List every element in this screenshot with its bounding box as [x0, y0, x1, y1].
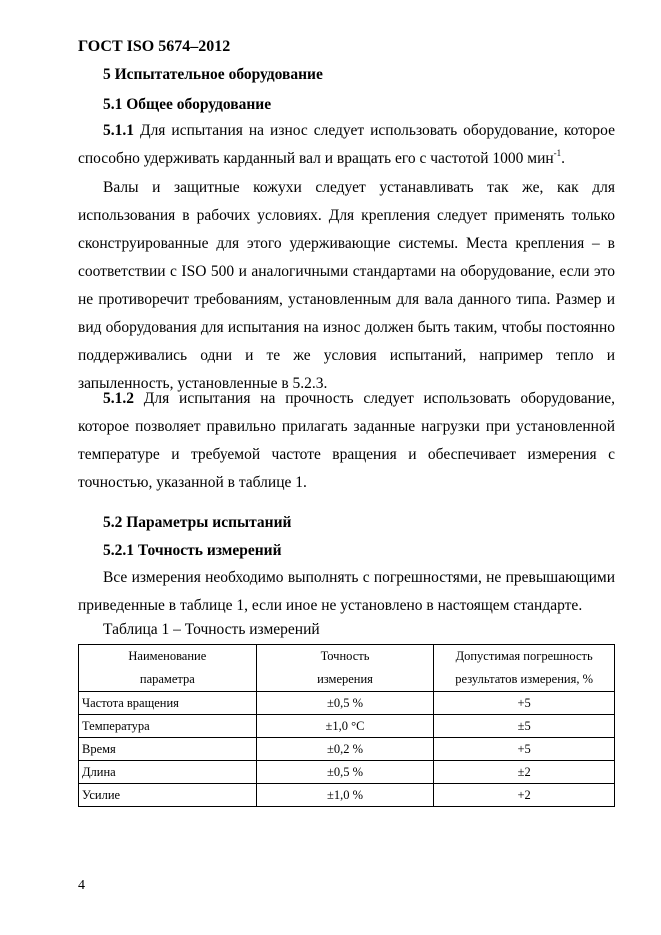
header-cell [79, 645, 257, 692]
table-cell: +5 [434, 738, 615, 761]
superscript: -1 [553, 147, 562, 158]
header-line: Допустимая погрешность [455, 649, 593, 663]
table-row [79, 738, 615, 761]
table-caption: Таблица 1 – Точность измерений [103, 621, 320, 638]
table-cell: +2 [434, 784, 615, 807]
table-cell: ±1,0 °С [256, 715, 434, 738]
table-cell: Усилие [79, 784, 257, 807]
paragraph-5-1-1 [78, 117, 615, 173]
header-line: Наименование [128, 649, 207, 663]
section-5-1-title: 5.1 Общее оборудование [103, 96, 272, 113]
table-header-row [79, 645, 615, 692]
section-5-2-1-title: 5.2.1 Точность измерений [103, 542, 282, 559]
table-cell: Время [79, 738, 257, 761]
table-row [79, 784, 615, 807]
paragraph-end: . [561, 150, 566, 167]
header-line: параметра [139, 672, 195, 686]
table-cell: ±1,0 % [256, 784, 434, 807]
clause-number: 5.1.2 [103, 390, 134, 407]
standard-header: ГОСТ ISO 5674–2012 [78, 38, 231, 55]
table-cell: ±5 [434, 715, 615, 738]
header-line: результатов измерения, % [455, 672, 593, 686]
paragraph-5-1-2 [78, 385, 615, 497]
table-cell: +5 [434, 692, 615, 715]
paragraph-text: Для испытания на износ следует использовать оборудование, которое способно удерживать карданный вал и вращать его с частотой 1000 мин [78, 122, 615, 167]
table-cell: Частота вращения [79, 692, 257, 715]
table-cell: ±2 [434, 761, 615, 784]
table-cell: Температура [79, 715, 257, 738]
paragraph-measurements: Все измерения необходимо выполнять с погрешностями, не превышающими приведенные в таблице 1, если иное не установлено в настоящем стандарте. [78, 569, 615, 614]
table-cell: ±0,5 % [256, 692, 434, 715]
header-cell [256, 645, 434, 692]
accuracy-table [78, 644, 615, 807]
section-5-2-title: 5.2 Параметры испытаний [103, 514, 292, 531]
table-cell: ±0,5 % [256, 761, 434, 784]
table-cell: Длина [79, 761, 257, 784]
table-row [79, 761, 615, 784]
paragraph-text: Для испытания на прочность следует использовать оборудование, которое позволяет правильно прилагать заданные нагрузки при установленной температуре и требуемой частоте вращения и обеспечивает измерения с точностью, указанной в таблице 1. [78, 390, 616, 491]
section-5-title: 5 Испытательное оборудование [103, 66, 323, 83]
page-number: 4 [78, 878, 85, 893]
table-row [79, 715, 615, 738]
header-line: измерения [317, 672, 373, 686]
header-line: Точность [320, 649, 370, 663]
clause-number: 5.1.1 [103, 122, 134, 139]
table-cell: ±0,2 % [256, 738, 434, 761]
table-row [79, 692, 615, 715]
paragraph-shafts: Валы и защитные кожухи следует устанавливать так же, как для использования в рабочих условиях. Для крепления следует применять только сконструированные для этого удерживающие системы. Места крепления – в соответствии с ISO 500 и аналогичными стандартами на оборудование, если это не противоречит требованиям, установленным для вала данного типа. Размер и вид оборудования для испытания на износ должен быть таким, чтобы постоянно поддерживались одни и те же условия испытаний, например тепло и запыленность, установленные в 5.2.3. [78, 179, 615, 392]
header-cell [434, 645, 615, 692]
